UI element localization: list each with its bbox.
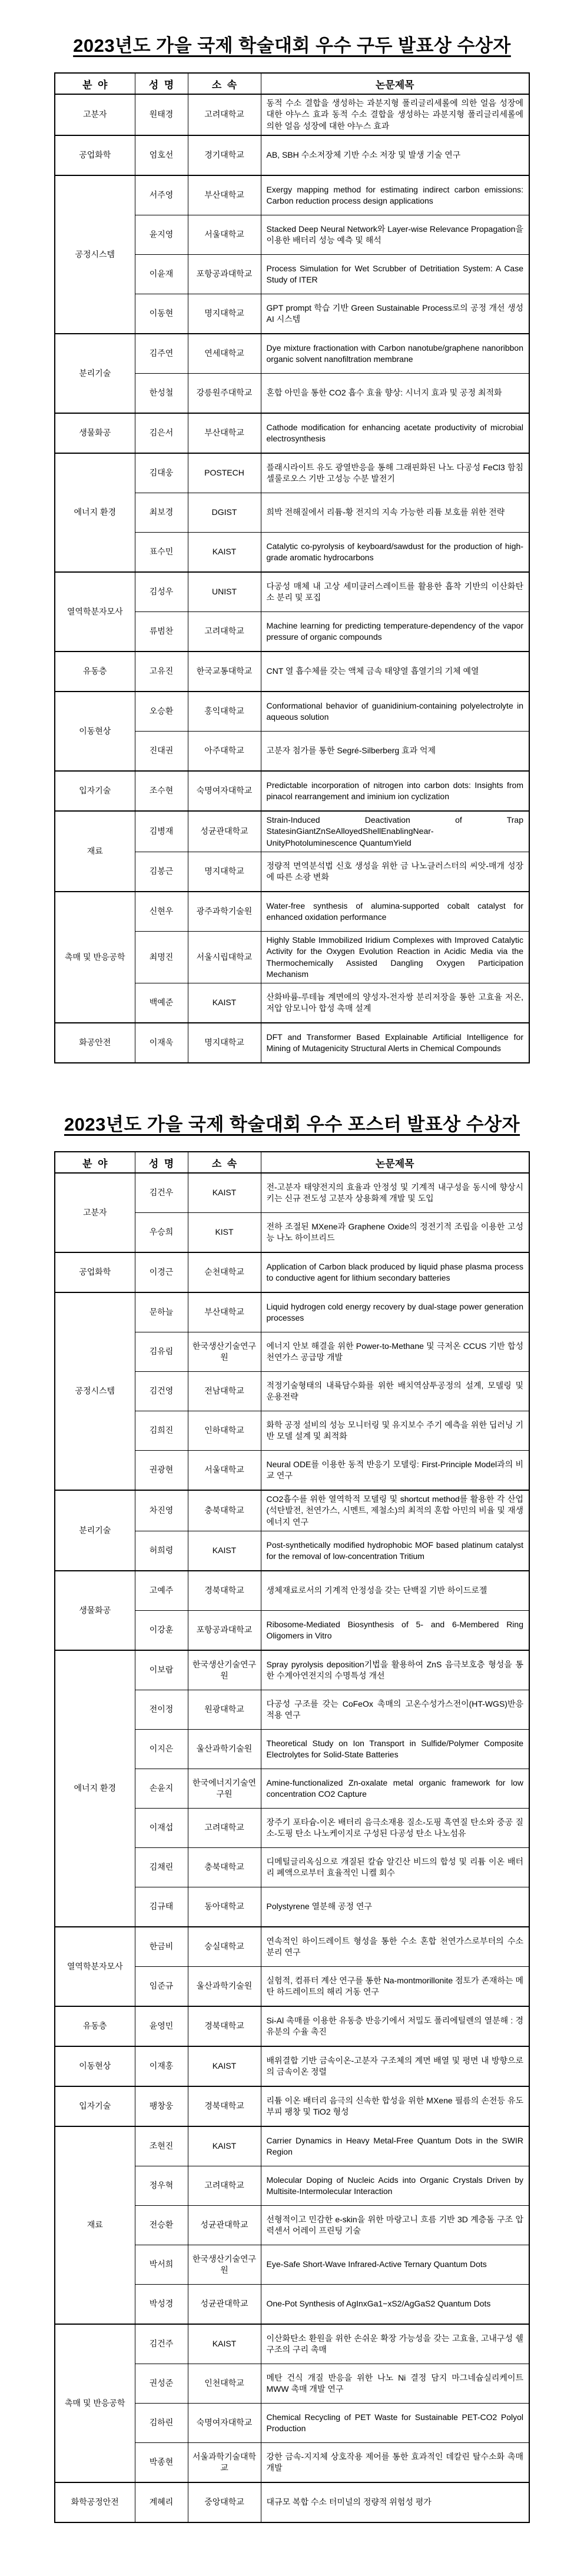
paper-title-cell: 대규모 복합 수소 터미널의 정량적 위험성 평가 <box>261 2482 529 2522</box>
name-cell: 김건영 <box>135 1372 188 1411</box>
affiliation-cell: KIST <box>188 1213 261 1253</box>
header-affiliation: 소 속 <box>188 1152 261 1173</box>
paper-title-cell: AB, SBH 수소저장체 기반 수소 저장 및 발생 기술 연구 <box>261 135 529 175</box>
paper-title-cell: 전하 조절된 MXene과 Graphene Oxide의 정전기적 조립을 이용한 고성능 나노 하이브리드 <box>261 1213 529 1253</box>
category-cell: 에너지 환경 <box>55 1650 135 1927</box>
affiliation-cell: 한국생산기술연구원 <box>188 2245 261 2285</box>
category-cell: 열역학분자모사 <box>55 1927 135 2006</box>
affiliation-cell: 경북대학교 <box>188 2006 261 2046</box>
name-cell: 표수민 <box>135 532 188 572</box>
category-cell: 고분자 <box>55 1173 135 1252</box>
affiliation-cell: 숙명여자대학교 <box>188 771 261 811</box>
category-cell: 촉매 및 반응공학 <box>55 892 135 1023</box>
affiliation-cell: 고려대학교 <box>188 2166 261 2206</box>
header-row <box>55 73 529 94</box>
header-row <box>55 1152 529 1173</box>
table-row <box>55 572 529 612</box>
name-cell: 박성경 <box>135 2285 188 2325</box>
affiliation-cell: 연세대학교 <box>188 334 261 374</box>
name-cell: 최명진 <box>135 931 188 983</box>
paper-title-cell: Si-Al 촉매를 이용한 유동층 반응기에서 저밀도 폴리에틸렌의 열분해 : 경유분의 수율 촉진 <box>261 2006 529 2046</box>
category-cell: 분리기술 <box>55 1490 135 1571</box>
affiliation-cell: 인천대학교 <box>188 2364 261 2404</box>
category-cell: 생물화공 <box>55 413 135 453</box>
affiliation-cell: 울산과학기술원 <box>188 1967 261 2007</box>
name-cell: 김대웅 <box>135 453 188 493</box>
table-row <box>55 1650 529 1690</box>
paper-title-cell: Eye-Safe Short-Wave Infrared-Active Ternary Quantum Dots <box>261 2245 529 2285</box>
affiliation-cell: 아주대학교 <box>188 731 261 771</box>
category-cell: 분리기술 <box>55 334 135 413</box>
paper-title-cell: CNT 열 흡수체를 갖는 액체 금속 태양열 흡열기의 기체 예열 <box>261 652 529 692</box>
table-row <box>55 652 529 692</box>
name-cell: 이보람 <box>135 1650 188 1690</box>
affiliation-cell: 울산과학기술원 <box>188 1730 261 1769</box>
header-field: 분 야 <box>55 73 135 94</box>
affiliation-cell: 동아대학교 <box>188 1887 261 1927</box>
affiliation-cell: 고려대학교 <box>188 94 261 135</box>
paper-title-cell: 메탄 건식 개질 반응을 위한 나노 Ni 결정 담지 마그네슘실리케이트 MWW 촉매 개발 연구 <box>261 2364 529 2404</box>
affiliation-cell: 고려대학교 <box>188 611 261 652</box>
affiliation-cell: 순천대학교 <box>188 1252 261 1292</box>
affiliation-cell: 경북대학교 <box>188 1571 261 1611</box>
paper-title-cell: 화학 공정 설비의 성능 모니터링 및 유지보수 주기 예측을 위한 딥러닝 기반 모델 설계 및 최적화 <box>261 1411 529 1451</box>
affiliation-cell: KAIST <box>188 1173 261 1213</box>
name-cell: 이재홍 <box>135 2046 188 2086</box>
affiliation-cell: 서울대학교 <box>188 1451 261 1491</box>
name-cell: 서주영 <box>135 175 188 215</box>
category-cell: 공정시스템 <box>55 175 135 334</box>
affiliation-cell: POSTECH <box>188 453 261 493</box>
name-cell: 이재섭 <box>135 1809 188 1848</box>
affiliation-cell: 서울시립대학교 <box>188 931 261 983</box>
name-cell: 박종현 <box>135 2443 188 2483</box>
name-cell: 엄호선 <box>135 135 188 175</box>
name-cell: 김희진 <box>135 1411 188 1451</box>
name-cell: 신현우 <box>135 892 188 932</box>
name-cell: 전이정 <box>135 1690 188 1730</box>
table-row <box>55 175 529 215</box>
paper-title-cell: Application of Carbon black produced by liquid phase plasma process to conductive agent for lithium secondary batteries <box>261 1252 529 1292</box>
poster-awards-table <box>54 1151 530 2523</box>
paper-title-cell: Chemical Recycling of PET Waste for Sustainable PET-CO2 Polyol Production <box>261 2404 529 2443</box>
name-cell: 고유진 <box>135 652 188 692</box>
name-cell: 진대권 <box>135 731 188 771</box>
oral-awards-table <box>54 72 530 1063</box>
paper-title-cell: Catalytic co-pyrolysis of keyboard/sawdust for the production of high-grade aromatic hydrocarbons <box>261 532 529 572</box>
name-cell: 최보경 <box>135 493 188 532</box>
affiliation-cell: 성균관대학교 <box>188 2206 261 2245</box>
table-row <box>55 2324 529 2364</box>
table-row <box>55 2006 529 2046</box>
table-row <box>55 1927 529 1967</box>
table-row <box>55 1252 529 1292</box>
name-cell: 김은서 <box>135 413 188 453</box>
paper-title-cell: Post-synthetically modified hydrophobic MOF based platinum catalyst for the removal of low-concentration Tritium <box>261 1531 529 1571</box>
name-cell: 권광현 <box>135 1451 188 1491</box>
affiliation-cell: 숙명여자대학교 <box>188 2404 261 2443</box>
header-paper-title: 논문제목 <box>261 1152 529 1173</box>
name-cell: 김주연 <box>135 334 188 374</box>
affiliation-cell: 서울과학기술대학교 <box>188 2443 261 2483</box>
affiliation-cell: 홍익대학교 <box>188 692 261 732</box>
paper-title-cell: Stacked Deep Neural Network와 Layer-wise Relevance Propagation을 이용한 배터리 성능 예측 및 해석 <box>261 215 529 254</box>
table-row <box>55 2482 529 2522</box>
header-name: 성 명 <box>135 73 188 94</box>
table-row <box>55 771 529 811</box>
table-row <box>55 1023 529 1063</box>
affiliation-cell: 서울대학교 <box>188 215 261 254</box>
name-cell: 김규태 <box>135 1887 188 1927</box>
table-header <box>55 1152 529 1173</box>
affiliation-cell: 강릉원주대학교 <box>188 373 261 413</box>
category-cell: 생물화공 <box>55 1571 135 1650</box>
paper-title-cell: Ribosome-Mediated Biosynthesis of 5- and 6-Membered Ring Oligomers in Vitro <box>261 1611 529 1651</box>
paper-title-cell: 혼합 아민을 통한 CO2 흡수 효율 향상: 시너지 효과 및 공정 최적화 <box>261 373 529 413</box>
table-row <box>55 334 529 374</box>
poster-awards-section <box>0 1109 584 2523</box>
affiliation-cell: 부산대학교 <box>188 1292 261 1332</box>
paper-title-cell: Neural ODE를 이용한 동적 반응기 모델링: First-Principle Model과의 비교 연구 <box>261 1451 529 1491</box>
category-cell: 에너지 환경 <box>55 453 135 572</box>
name-cell: 조현진 <box>135 2126 188 2166</box>
name-cell: 허희령 <box>135 1531 188 1571</box>
name-cell: 윤지영 <box>135 215 188 254</box>
affiliation-cell: KAIST <box>188 532 261 572</box>
name-cell: 김성우 <box>135 572 188 612</box>
affiliation-cell: 광주과학기술원 <box>188 892 261 932</box>
table-row <box>55 453 529 493</box>
affiliation-cell: 인하대학교 <box>188 1411 261 1451</box>
paper-title-cell: 강한 금속-지지체 상호작용 제어를 통한 효과적인 데칼린 탈수소화 촉매 개발 <box>261 2443 529 2483</box>
affiliation-cell: UNIST <box>188 572 261 612</box>
name-cell: 정우혁 <box>135 2166 188 2206</box>
affiliation-cell: 명지대학교 <box>188 852 261 892</box>
paper-title-cell: 희박 전해질에서 리튬-황 전지의 지속 가능한 리튬 보호를 위한 전략 <box>261 493 529 532</box>
affiliation-cell: 경북대학교 <box>188 2086 261 2126</box>
name-cell: 윤영민 <box>135 2006 188 2046</box>
table-row <box>55 892 529 932</box>
paper-title-cell: 정량적 면역분석법 신호 생성을 위한 금 나노클러스터의 씨앗-매개 성장에 따른 소광 변화 <box>261 852 529 892</box>
affiliation-cell: 성균관대학교 <box>188 2285 261 2325</box>
affiliation-cell: KAIST <box>188 2046 261 2086</box>
oral-awards-section <box>0 31 584 1063</box>
name-cell: 이윤재 <box>135 254 188 294</box>
name-cell: 차진영 <box>135 1490 188 1531</box>
category-cell: 촉매 및 반응공학 <box>55 2324 135 2482</box>
page-title-poster: 2023년도 가을 국제 학술대회 우수 포스터 발표상 수상자 <box>64 1114 520 1135</box>
affiliation-cell: KAIST <box>188 983 261 1023</box>
category-cell: 입자기술 <box>55 2086 135 2126</box>
name-cell: 계혜리 <box>135 2482 188 2522</box>
paper-title-cell: 배위결합 기반 금속이온-고분자 구조체의 계면 배열 및 평면 내 방향으로의 금속이온 정렬 <box>261 2046 529 2086</box>
name-cell: 류범찬 <box>135 611 188 652</box>
category-cell: 화공안전 <box>55 1023 135 1063</box>
name-cell: 문하늘 <box>135 1292 188 1332</box>
name-cell: 김건우 <box>135 1173 188 1213</box>
affiliation-cell: 부산대학교 <box>188 413 261 453</box>
name-cell: 한성철 <box>135 373 188 413</box>
table-row <box>55 2126 529 2166</box>
name-cell: 이동현 <box>135 294 188 334</box>
affiliation-cell: 충북대학교 <box>188 1490 261 1531</box>
affiliation-cell: 경기대학교 <box>188 135 261 175</box>
name-cell: 백예준 <box>135 983 188 1023</box>
category-cell: 유동층 <box>55 652 135 692</box>
name-cell: 김하린 <box>135 2404 188 2443</box>
page-title-oral: 2023년도 가을 국제 학술대회 우수 구두 발표상 수상자 <box>73 35 511 56</box>
paper-title-cell: CO2흡수를 위한 열역학적 모델링 및 shortcut method를 활용한 각 산업(석탄발전, 천연가스, 시멘트, 제철소)의 최적의 혼합 아민의 비율 및 재생에너지 연구 <box>261 1490 529 1531</box>
table-row <box>55 1490 529 1531</box>
name-cell: 김봉근 <box>135 852 188 892</box>
paper-title-cell: 실험적, 컴퓨터 계산 연구를 통한 Na-montmorillonite 점토가 존재하는 메탄 하드레이트의 해리 거동 연구 <box>261 1967 529 2007</box>
paper-title-cell: Polystyrene 열분해 공정 연구 <box>261 1887 529 1927</box>
category-cell: 공업화학 <box>55 1252 135 1292</box>
paper-title-cell: Machine learning for predicting temperature-dependency of the vapor pressure of organic compounds <box>261 611 529 652</box>
category-cell: 화학공정안전 <box>55 2482 135 2522</box>
table-row <box>55 1173 529 1213</box>
affiliation-cell: 전남대학교 <box>188 1372 261 1411</box>
paper-title-cell: Theoretical Study on Ion Transport in Sulfide/Polymer Composite Electrolytes for Solid-State Batteries <box>261 1730 529 1769</box>
name-cell: 이재욱 <box>135 1023 188 1063</box>
paper-title-cell: 산화바륨-루테늄 계면에의 양성자-전자쌍 분리저장을 통한 고효율 저온, 저압 암모니아 합성 촉매 설계 <box>261 983 529 1023</box>
affiliation-cell: 숭실대학교 <box>188 1927 261 1967</box>
name-cell: 손윤지 <box>135 1769 188 1809</box>
paper-title-cell: Exergy mapping method for estimating indirect carbon emissions: Carbon reduction process design applications <box>261 175 529 215</box>
affiliation-cell: 한국생산기술연구원 <box>188 1650 261 1690</box>
name-cell: 원태경 <box>135 94 188 135</box>
table-row <box>55 135 529 175</box>
paper-title-cell: Amine-functionalized Zn-oxalate metal organic framework for low concentration CO2 Capture <box>261 1769 529 1809</box>
paper-title-cell: Predictable incorporation of nitrogen into carbon dots: Insights from pinacol rearrangement and iminium ion cyclization <box>261 771 529 811</box>
table-body <box>55 1173 529 2522</box>
affiliation-cell: 명지대학교 <box>188 1023 261 1063</box>
category-cell: 이동현상 <box>55 2046 135 2086</box>
affiliation-cell: 원광대학교 <box>188 1690 261 1730</box>
name-cell: 김병재 <box>135 811 188 852</box>
affiliation-cell: 명지대학교 <box>188 294 261 334</box>
name-cell: 팽창웅 <box>135 2086 188 2126</box>
table-header <box>55 73 529 94</box>
category-cell: 입자기술 <box>55 771 135 811</box>
affiliation-cell: DGIST <box>188 493 261 532</box>
paper-title-cell: 장주기 포타슘-이온 배터리 음극소재용 질소-도핑 흑연질 탄소와 중공 질소-도핑 탄소 나노케이지로 구성된 다공성 탄소 나노섬유 <box>261 1809 529 1848</box>
table-row <box>55 413 529 453</box>
paper-title-cell: 적정기술형태의 내륙담수화를 위한 배치역삼투공정의 설계, 모델링 및 운용전략 <box>261 1372 529 1411</box>
affiliation-cell: 포항공과대학교 <box>188 1611 261 1651</box>
header-paper-title: 논문제목 <box>261 73 529 94</box>
category-cell: 재료 <box>55 811 135 892</box>
paper-title-cell: GPT prompt 학습 기반 Green Sustainable Process로의 공정 개선 생성 AI 시스템 <box>261 294 529 334</box>
name-cell: 오승환 <box>135 692 188 732</box>
table-row <box>55 94 529 135</box>
affiliation-cell: 한국에너지기술연구원 <box>188 1769 261 1809</box>
affiliation-cell: 한국교통대학교 <box>188 652 261 692</box>
header-name: 성 명 <box>135 1152 188 1173</box>
paper-title-cell: Dye mixture fractionation with Carbon nanotube/graphene nanoribbon organic solvent nanofiltration membrane <box>261 334 529 374</box>
affiliation-cell: KAIST <box>188 1531 261 1571</box>
paper-title-cell: 이산화탄소 환원을 위한 손쉬운 확장 가능성을 갖는 고효율, 고내구성 쉘 구조의 구리 촉매 <box>261 2324 529 2364</box>
name-cell: 김유림 <box>135 1332 188 1372</box>
table-row <box>55 1292 529 1332</box>
paper-title-cell: 다공성 구조를 갖는 CoFeOx 촉매의 고온수성가스전이(HT-WGS)반응 적용 연구 <box>261 1690 529 1730</box>
paper-title-cell: 에너지 안보 해결을 위한 Power-to-Methane 및 극저온 CCUS 기반 합성천연가스 공급망 개발 <box>261 1332 529 1372</box>
paper-title-cell: 플래시라이트 유도 광열반응을 통해 그래핀화된 나노 다공성 FeCl3 함침 셀룰로오스 기반 고성능 수분 발전기 <box>261 453 529 493</box>
paper-title-cell: 선형적이고 민감한 e-skin을 위한 마랑고니 흐름 기반 3D 계층돔 구조 압력센서 어레이 프린팅 기술 <box>261 2206 529 2245</box>
category-cell: 공업화학 <box>55 135 135 175</box>
paper-title-cell: 동적 수소 결합을 생성하는 과분지형 폴리글리세롤에 의한 얼음 성장에 대한 야누스 효과 동적 수소 결합을 생성하는 과분지형 폴리글리세롤에 의한 얼음 성장에 대한 야누스 효과 <box>261 94 529 135</box>
name-cell: 김채린 <box>135 1848 188 1887</box>
affiliation-cell: 포항공과대학교 <box>188 254 261 294</box>
affiliation-cell: 부산대학교 <box>188 175 261 215</box>
header-affiliation: 소 속 <box>188 73 261 94</box>
affiliation-cell: 성균관대학교 <box>188 811 261 852</box>
category-cell: 이동현상 <box>55 692 135 771</box>
paper-title-cell: Process Simulation for Wet Scrubber of Detritiation System: A Case Study of ITER <box>261 254 529 294</box>
paper-title-cell: 고분자 첨가를 통한 Segré-Silberberg 효과 억제 <box>261 731 529 771</box>
paper-title-cell: One-Pot Synthesis of AgInxGa1−xS2/AgGaS2 Quantum Dots <box>261 2285 529 2325</box>
name-cell: 전승환 <box>135 2206 188 2245</box>
table-row <box>55 1571 529 1611</box>
paper-title-cell: 디메틸글리옥심으로 개질된 칼슘 알긴산 비드의 합성 및 리튬 이온 배터리 폐액으로부터 효율적인 니켈 회수 <box>261 1848 529 1887</box>
paper-title-cell: 다공성 매체 내 고상 세미클러스레이트를 활용한 흡착 기반의 이산화탄소 분리 및 포집 <box>261 572 529 612</box>
affiliation-cell: KAIST <box>188 2324 261 2364</box>
table-body <box>55 94 529 1063</box>
name-cell: 이지은 <box>135 1730 188 1769</box>
table-row <box>55 2046 529 2086</box>
affiliation-cell: 고려대학교 <box>188 1809 261 1848</box>
category-cell: 열역학분자모사 <box>55 572 135 652</box>
paper-title-cell: 리튬 이온 배터리 음극의 신속한 합성을 위한 MXene 필름의 손전등 유도 부피 팽창 및 TiO2 형성 <box>261 2086 529 2126</box>
affiliation-cell: 충북대학교 <box>188 1848 261 1887</box>
paper-title-cell: Strain-Induced Deactivation of Trap StatesinGiantZnSeAlloyedShellEnablingNear-UnityPhotoluminescence QuantumYield <box>261 811 529 852</box>
affiliation-cell: 중앙대학교 <box>188 2482 261 2522</box>
paper-title-cell: Highly Stable Immobilized Iridium Complexes with Improved Catalytic Activity for the Oxygen Evolution Reaction in Acidic Media via the Thermochemically Assisted Dangling Oxygen Participation Mechanism <box>261 931 529 983</box>
category-cell: 공정시스템 <box>55 1292 135 1490</box>
paper-title-cell: Liquid hydrogen cold energy recovery by dual-stage power generation processes <box>261 1292 529 1332</box>
paper-title-cell: Carrier Dynamics in Heavy Metal-Free Quantum Dots in the SWIR Region <box>261 2126 529 2166</box>
name-cell: 조수현 <box>135 771 188 811</box>
paper-title-cell: DFT and Transformer Based Explainable Artificial Intelligence for Mining of Mutagenicity Structural Alerts in Chemical Compounds <box>261 1023 529 1063</box>
name-cell: 한금비 <box>135 1927 188 1967</box>
table-row <box>55 692 529 732</box>
category-cell: 재료 <box>55 2126 135 2324</box>
paper-title-cell: 연속적인 하이드레이트 형성을 통한 수소 혼합 천연가스로부터의 수소 분리 연구 <box>261 1927 529 1967</box>
category-cell: 고분자 <box>55 94 135 135</box>
name-cell: 박서희 <box>135 2245 188 2285</box>
paper-title-cell: Spray pyrolysis deposition기법을 활용하여 ZnS 음극보호층 형성을 통한 수계아연전지의 수명특성 개선 <box>261 1650 529 1690</box>
paper-title-cell: Molecular Doping of Nucleic Acids into Organic Crystals Driven by Multisite-Intermolecular Interaction <box>261 2166 529 2206</box>
paper-title-cell: Cathode modification for enhancing acetate productivity of microbial electrosynthesis <box>261 413 529 453</box>
table-row <box>55 811 529 852</box>
name-cell: 권성준 <box>135 2364 188 2404</box>
name-cell: 임준규 <box>135 1967 188 2007</box>
table-row <box>55 2086 529 2126</box>
affiliation-cell: 한국생산기술연구원 <box>188 1332 261 1372</box>
paper-title-cell: 생체재료로서의 기계적 안정성을 갖는 단백질 기반 하이드로젤 <box>261 1571 529 1611</box>
affiliation-cell: KAIST <box>188 2126 261 2166</box>
name-cell: 김건주 <box>135 2324 188 2364</box>
header-field: 분 야 <box>55 1152 135 1173</box>
paper-title-cell: 전-고분자 태양전지의 효율과 안정성 및 기계적 내구성을 동시에 향상시키는 신규 전도성 고분자 상용화제 개발 및 도입 <box>261 1173 529 1213</box>
name-cell: 우승희 <box>135 1213 188 1253</box>
paper-title-cell: Water-free synthesis of alumina-supported cobalt catalyst for enhanced oxidation performance <box>261 892 529 932</box>
name-cell: 이강훈 <box>135 1611 188 1651</box>
category-cell: 유동층 <box>55 2006 135 2046</box>
name-cell: 고예주 <box>135 1571 188 1611</box>
name-cell: 이경근 <box>135 1252 188 1292</box>
paper-title-cell: Conformational behavior of guanidinium-containing polyelectrolyte in aqueous solution <box>261 692 529 732</box>
